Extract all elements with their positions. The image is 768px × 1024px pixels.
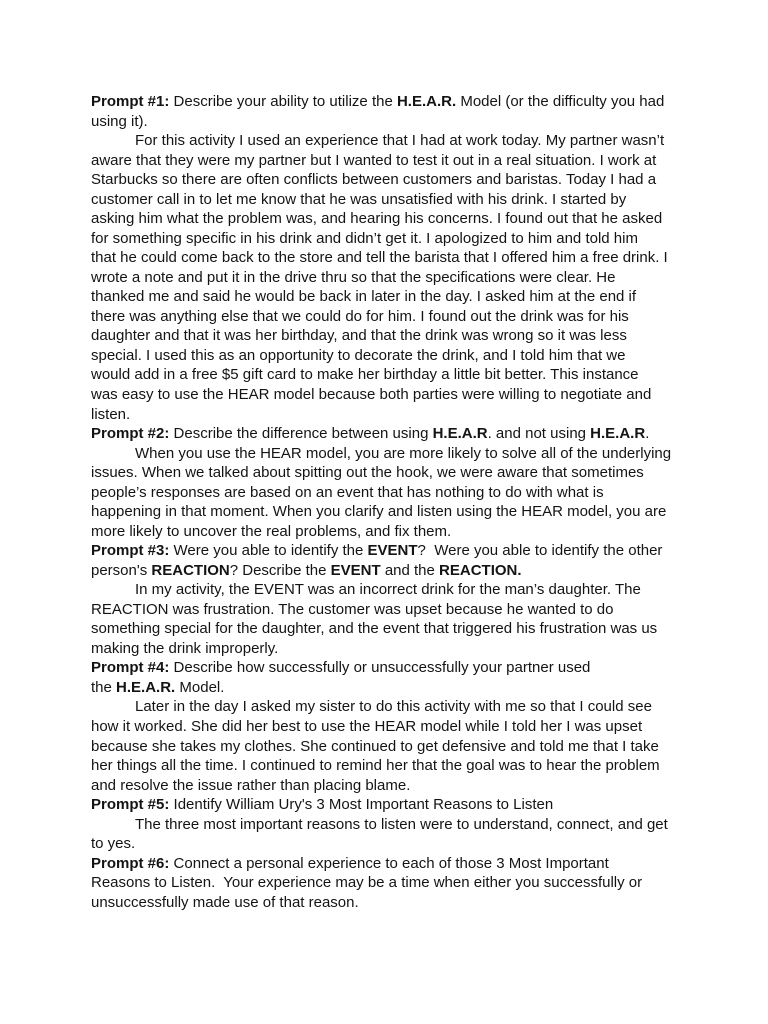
emphasized-term: EVENT xyxy=(330,561,381,579)
answer-line: happening in that moment. When you clarify and listen using the HEAR model, you are xyxy=(91,503,667,521)
prompt-label: Prompt #4: xyxy=(91,659,170,677)
prompt-question-text: ? Were you able to identify the other xyxy=(417,542,663,560)
prompt-label: Prompt #3: xyxy=(91,542,170,560)
prompt-question-text: Connect a personal experience to each of those 3 Most Important xyxy=(169,854,609,872)
answer-line: For this activity I used an experience that I had at work today. My partner wasn’t xyxy=(135,132,665,150)
prompt-label: Prompt #2: xyxy=(91,425,170,443)
answer-line: special. I used this as an opportunity to decorate the drink, and I told him that we xyxy=(91,346,626,364)
prompt-question-text: Reasons to Listen. Your experience may be a time when either you successfully or xyxy=(91,874,643,892)
prompt-3-question-line xyxy=(91,541,731,561)
answer-line: people’s responses are based on an event that has nothing to do with what is xyxy=(91,483,604,501)
answer-line: issues. When we talked about spitting out the hook, we were aware that sometimes xyxy=(91,464,644,482)
prompt-label: Prompt #6: xyxy=(91,854,170,872)
answer-line: aware that they were my partner but I wanted to test it out in a real situation. I work at xyxy=(91,151,657,169)
emphasized-term: H.E.A.R. xyxy=(116,678,176,696)
answer-line: REACTION was frustration. The customer was upset because he wanted to do xyxy=(91,600,614,618)
answer-line: thanked me and said he would be back in later in the day. I asked him at the end if xyxy=(91,288,637,306)
emphasized-term: H.E.A.R xyxy=(432,425,488,443)
answer-line: When you use the HEAR model, you are more likely to solve all of the underlying xyxy=(135,444,672,462)
prompt-3-question-line xyxy=(91,561,731,581)
prompt-question-text: Identify William Ury's 3 Most Important Reasons to Listen xyxy=(169,796,554,814)
emphasized-term: H.E.A.R xyxy=(590,425,646,443)
answer-line: that he could come back to the store and tell the barista that I offered him a free drink. I xyxy=(91,249,668,267)
prompt-question-text: unsuccessfully made use of that reason. xyxy=(91,893,359,911)
emphasized-term: EVENT xyxy=(367,542,418,560)
answer-line: listen. xyxy=(91,405,131,423)
prompt-6-question-line xyxy=(91,873,731,893)
emphasized-term: REACTION. xyxy=(439,561,522,579)
prompt-1-question-line xyxy=(91,92,731,112)
answer-line: would add in a free $5 gift card to make her birthday a little bit better. This instance xyxy=(91,366,639,384)
document-body xyxy=(91,92,731,912)
prompt-question-text: Were you able to identify the xyxy=(169,542,368,560)
prompt-question-text: using it). xyxy=(91,112,148,130)
prompt-question-text: Model (or the difficulty you had xyxy=(456,93,665,110)
prompt-5-question-line xyxy=(91,795,731,815)
answer-line: customer call in to let me know that he was unsatisfied with his drink. I started by xyxy=(91,190,627,208)
prompt-question-text: Describe your ability to utilize the xyxy=(169,93,397,110)
answer-line: asking him what the problem was, and hearing his concerns. I found out that he asked xyxy=(91,210,663,228)
prompt-question-text: Describe how successfully or unsuccessfully your partner used xyxy=(169,659,591,677)
prompt-question-text: . and not using xyxy=(487,425,591,443)
answer-line: Later in the day I asked my sister to do this activity with me so that I could see xyxy=(135,698,652,716)
prompt-6-question-line xyxy=(91,854,731,874)
emphasized-term: H.E.A.R. xyxy=(396,93,457,110)
prompt-label: Prompt #5: xyxy=(91,796,170,814)
prompt-question-text: Model. xyxy=(175,678,225,696)
prompt-1-question-line xyxy=(91,112,731,132)
prompt-question-text: the xyxy=(91,678,117,696)
prompt-4-question-line xyxy=(91,658,731,678)
answer-line: making the drink improperly. xyxy=(91,639,279,657)
answer-line: something special for the daughter, and the event that triggered his frustration was us xyxy=(91,620,658,638)
prompt-question-text: ? Describe the xyxy=(229,561,331,579)
answer-line: daughter and that it was her birthday, and that the drink was wrong so it was less xyxy=(91,327,627,345)
answer-line: because she takes my clothes. She continued to get defensive and told me that I take xyxy=(91,737,659,755)
answer-line: and resolve the issue rather than placing blame. xyxy=(91,776,411,794)
prompt-question-text: person's xyxy=(91,561,152,579)
prompt-label: Prompt #1: xyxy=(91,93,170,110)
answer-line: wrote a note and put it in the drive thru so that the specifications were clear. He xyxy=(91,268,616,286)
answer-line: her things all the time. I continued to remind her that the goal was to hear the problem xyxy=(91,757,660,775)
prompt-6-question-line xyxy=(91,893,731,913)
answer-line: there was anything else that we could do for him. I found out the drink was for his xyxy=(91,307,629,325)
answer-line: how it worked. She did her best to use the HEAR model while I told her I was upset xyxy=(91,718,643,735)
emphasized-term: REACTION xyxy=(151,561,230,579)
answer-line: The three most important reasons to listen were to understand, connect, and get xyxy=(135,815,668,833)
prompt-2-question-line xyxy=(91,424,731,444)
answer-line: more likely to uncover the real problems, and fix them. xyxy=(91,522,452,540)
answer-line: was easy to use the HEAR model because both parties were willing to negotiate and xyxy=(91,385,652,403)
prompt-4-question-line xyxy=(91,678,731,698)
prompt-question-text: Describe the difference between using xyxy=(169,425,433,443)
answer-line: In my activity, the EVENT was an incorrect drink for the man’s daughter. The xyxy=(135,581,641,599)
prompt-question-text: . xyxy=(645,425,650,443)
answer-line: Starbucks so there are often conflicts between customers and baristas. Today I had a xyxy=(91,171,657,189)
prompt-question-text: and the xyxy=(380,561,440,579)
answer-line: to yes. xyxy=(91,835,136,853)
answer-line: for something specific in his drink and didn’t get it. I apologized to him and told him xyxy=(91,229,638,247)
